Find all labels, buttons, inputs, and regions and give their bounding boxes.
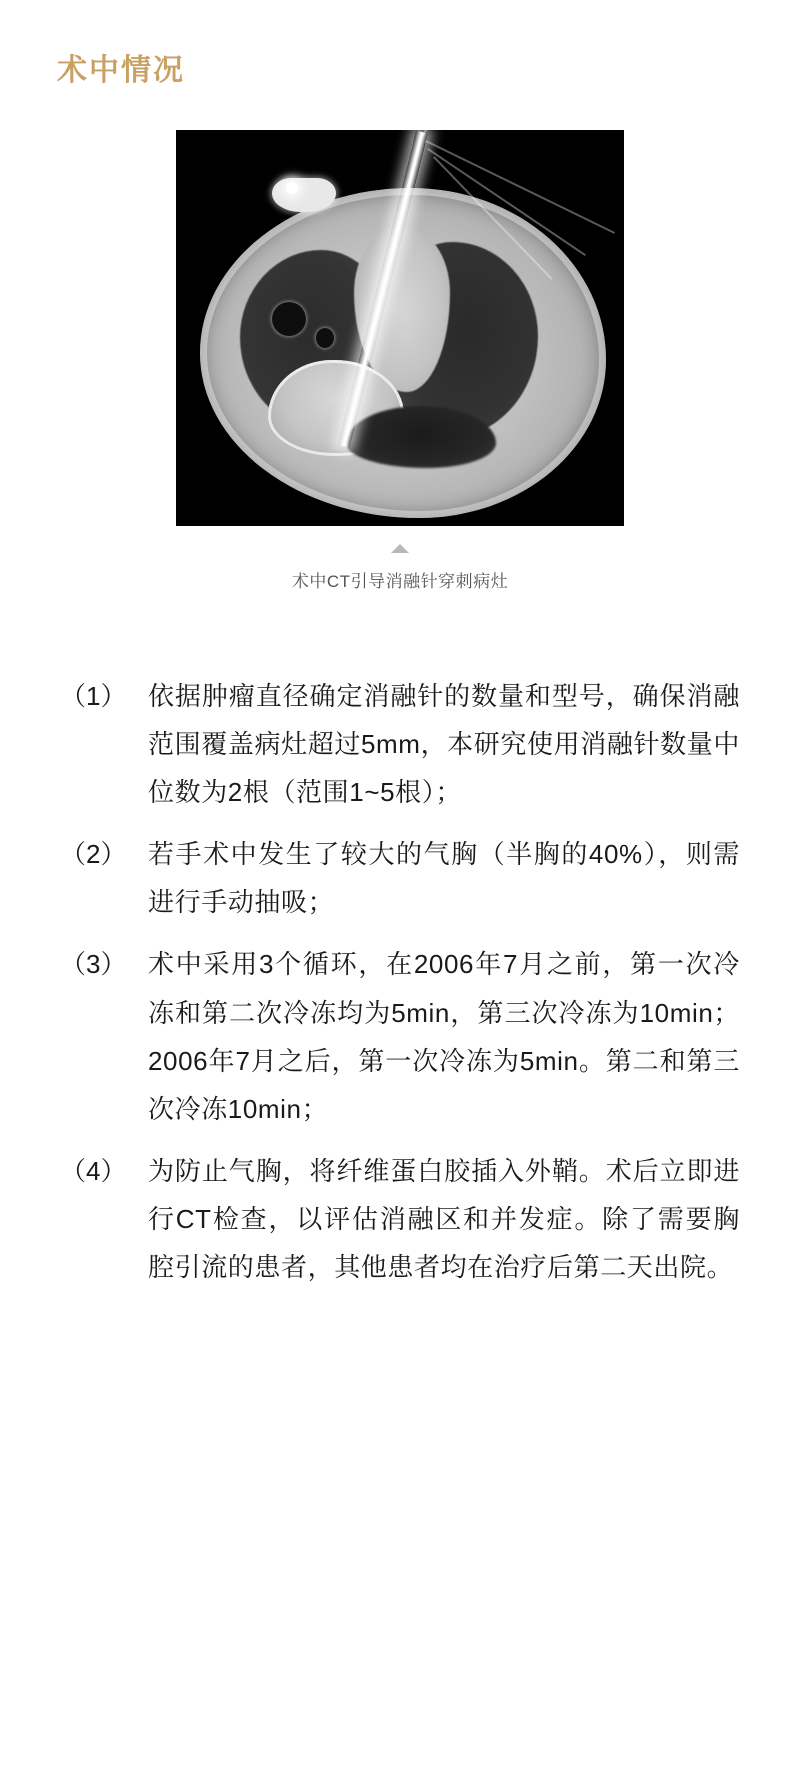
list-item-marker: （4） — [60, 1155, 127, 1186]
list-item-text: 若手术中发生了较大的气胸（半胸的40%），则需进行手动抽吸； — [148, 839, 740, 918]
ct-airway-large — [272, 302, 306, 336]
list-item — [0, 672, 800, 816]
ct-airway-small — [316, 328, 334, 348]
list-item-text: 术中采用3个循环，在2006年7月之前，第一次冷冻和第二次冷冻均为5min，第三次冷冻为10min；2006年7月之后，第一次冷冻为5min。第二和第三次冷冻10min； — [148, 949, 740, 1124]
list-item-text: 依据肿瘤直径确定消融针的数量和型号，确保消融范围覆盖病灶超过5mm，本研究使用消融针数量中位数为2根（范围1~5根）； — [148, 681, 740, 808]
list-item-text: 为防止气胸，将纤维蛋白胶插入外鞘。术后立即进行CT检查，以评估消融区和并发症。除了需要胸腔引流的患者，其他患者均在治疗后第二天出院。 — [148, 1155, 740, 1283]
list-item-marker: （1） — [60, 681, 127, 711]
list-item — [0, 830, 800, 926]
list-item-marker: （2） — [60, 839, 127, 870]
procedure-list — [0, 672, 800, 1305]
caption-pointer-icon — [391, 544, 409, 553]
page-title: 术中情况 — [57, 54, 185, 88]
ct-scan-image — [176, 130, 624, 526]
list-item — [0, 1147, 800, 1291]
ct-calcification-marker — [286, 182, 298, 194]
list-item — [0, 940, 800, 1132]
ct-sternum — [272, 178, 336, 212]
figure-caption: 术中CT引导消融针穿刺病灶 — [291, 572, 509, 591]
list-item-marker: （3） — [60, 949, 127, 980]
figure-block — [0, 130, 800, 592]
ct-streak-artifact — [421, 130, 507, 137]
